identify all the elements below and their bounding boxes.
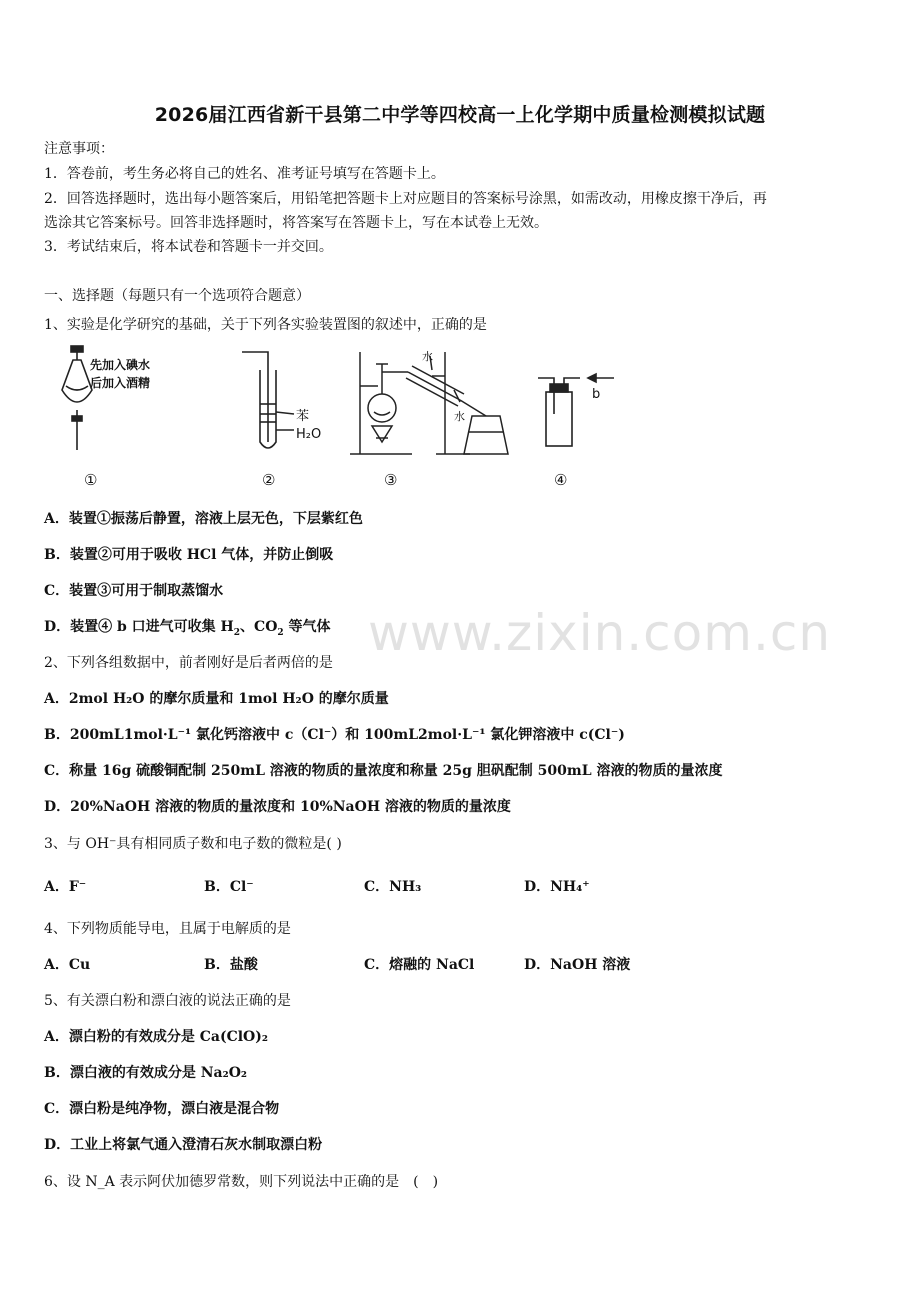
notice-item-2b: 选涂其它答案标号。回答非选择题时，将答案写在答题卡上，写在本试卷上无效。 [44,215,548,231]
q2-option-a: A．2mol H₂O 的摩尔质量和 1mol H₂O 的摩尔质量 [44,691,389,707]
q4-option-c: C．熔融的 NaCl [364,957,475,973]
fig3-text-water-top: 水 [422,350,433,363]
fig-label-2: ② [262,471,276,489]
q5-option-c: C．漂白粉是纯净物，漂白液是混合物 [44,1101,280,1117]
q3-option-a: A．F⁻ [44,879,87,895]
q4-option-b: B．盐酸 [204,957,258,973]
q1-option-c: C．装置③可用于制取蒸馏水 [44,583,224,599]
section-heading: 一、选择题（每题只有一个选项符合题意） [44,288,310,304]
fig-label-3: ③ [384,471,398,489]
q3-option-c: C．NH₃ [364,879,422,895]
q4-stem: 4、下列物质能导电，且属于电解质的是 [44,921,291,937]
q3-option-b: B．Cl⁻ [204,879,254,895]
q5-option-b: B．漂白液的有效成分是 Na₂O₂ [44,1065,248,1081]
q2-option-d: D．20%NaOH 溶液的物质的量浓度和 10%NaOH 溶液的物质的量浓度 [44,799,511,815]
test-tube-icon [242,352,294,448]
fig-label-1: ① [84,471,98,489]
gas-bottle-icon [538,374,614,446]
fig1-text-a: 先加入碘水 [90,358,151,372]
fig2-text-water: H₂O [296,427,322,442]
q5-stem: 5、有关漂白粉和漂白液的说法正确的是 [44,993,291,1009]
q1-option-d: D．装置④ b 口进气可收集 $H_2$、$CO_2$ 等气体 [44,619,331,638]
q2-stem: 2、下列各组数据中，前者刚好是后者两倍的是 [44,655,333,671]
q2-option-b: B．200mL1mol·L⁻¹ 氯化钙溶液中 c（Cl⁻）和 100mL2mol·L⁻¹ 氯化钾溶液中 c(Cl⁻) [44,727,625,743]
fig3-text-water-side: 水 [454,410,465,423]
q1-option-b: B．装置②可用于吸收 HCl 气体，并防止倒吸 [44,547,334,563]
q1-apparatus-figure [40,342,640,462]
watermark-text: www.zixin.com.cn [368,604,832,662]
separatory-funnel-icon [62,346,92,450]
page-title: 2026届江西省新干县第二中学等四校高一上化学期中质量检测模拟试题 [154,104,766,126]
fig4-text-b: b [592,387,601,402]
notice-item-3: 3．考试结束后，将本试卷和答题卡一并交回。 [44,239,333,255]
distillation-apparatus-icon [350,352,508,454]
q5-option-a: A．漂白粉的有效成分是 Ca(ClO)₂ [44,1029,268,1045]
notice-heading: 注意事项： [44,141,114,157]
notice-item-2a: 2．回答选择题时，选出每小题答案后，用铅笔把答题卡上对应题目的答案标号涂黑，如需改动，用橡皮擦干净后，再 [44,191,767,207]
fig2-text-benzene: 苯 [296,409,310,424]
q4-option-a: A．Cu [44,957,91,973]
q6-stem: 6、设 N_A 表示阿伏加德罗常数，则下列说法中正确的是 ( ) [44,1174,439,1190]
fig1-text-b: 后加入酒精 [90,376,151,390]
q3-option-d: D．NH₄⁺ [524,879,590,895]
q1-stem: 1、实验是化学研究的基础，关于下列各实验装置图的叙述中，正确的是 [44,317,487,333]
q1-option-a: A．装置①振荡后静置，溶液上层无色，下层紫红色 [44,511,363,527]
q5-option-d: D．工业上将氯气通入澄清石灰水制取漂白粉 [44,1137,323,1153]
notice-item-1: 1．答卷前，考生务必将自己的姓名、准考证号填写在答题卡上。 [44,166,445,182]
q2-option-c: C．称量 16g 硫酸铜配制 250mL 溶液的物质的量浓度和称量 25g 胆矾配制 500mL 溶液的物质的量浓度 [44,763,723,779]
q3-stem: 3、与 OH⁻具有相同质子数和电子数的微粒是( ) [44,836,342,852]
q4-option-d: D．NaOH 溶液 [524,957,631,973]
fig-label-4: ④ [554,471,568,489]
